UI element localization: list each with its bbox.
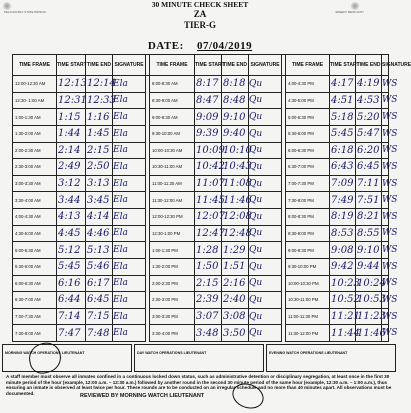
signature-cell[interactable]: WS xyxy=(382,225,389,242)
time-start-cell[interactable]: 10:09 xyxy=(195,142,222,159)
table-row xyxy=(13,308,389,325)
time-start-cell[interactable]: 12:31 xyxy=(57,92,86,109)
time-end-cell[interactable]: 8:18 xyxy=(222,76,249,93)
time-end-cell[interactable]: 10:53 xyxy=(356,292,382,309)
time-end-cell[interactable]: 2:50 xyxy=(86,159,113,176)
signature-cell[interactable]: Ela xyxy=(113,159,146,176)
table-row xyxy=(13,76,389,93)
signature-cell[interactable]: Qu xyxy=(249,142,282,159)
time-end-cell[interactable]: 7:11 xyxy=(356,175,382,192)
time-end-cell[interactable]: 1:45 xyxy=(86,125,113,142)
col-header: TIME FRAME xyxy=(286,55,330,76)
time-frame-cell: 6:00-6:30 PM xyxy=(286,142,330,159)
time-start-cell[interactable]: 7:49 xyxy=(330,192,356,209)
signature-cell[interactable]: WS xyxy=(382,325,389,342)
signature-cell[interactable]: WS xyxy=(382,308,389,325)
time-frame-cell: 4:00-4:30 PM xyxy=(286,76,330,93)
time-end-cell[interactable]: 4:46 xyxy=(86,225,113,242)
table-row xyxy=(13,209,389,226)
signature-cell[interactable]: Ela xyxy=(113,175,146,192)
time-end-cell[interactable]: 6:45 xyxy=(86,292,113,309)
time-end-cell[interactable]: 10:24 xyxy=(356,275,382,292)
time-end-cell[interactable]: 6:17 xyxy=(86,275,113,292)
tier-label: TIER-G xyxy=(183,20,216,30)
time-end-cell[interactable]: 7:51 xyxy=(356,192,382,209)
sheet-title: 30 MINUTE CHECK SHEET xyxy=(151,0,249,9)
time-end-cell[interactable]: 12:14 xyxy=(86,76,113,93)
signature-cell[interactable]: WS xyxy=(382,109,389,126)
time-end-cell[interactable]: 11:46 xyxy=(356,325,382,342)
signature-cell[interactable]: WS xyxy=(382,76,389,93)
time-start-cell[interactable]: 8:53 xyxy=(330,225,356,242)
col-header: TIME FRAME xyxy=(150,55,195,76)
morning-lieutenant-signature-box[interactable] xyxy=(2,344,132,372)
signature-cell[interactable]: Ela xyxy=(113,76,146,93)
time-start-cell[interactable]: 2:14 xyxy=(57,142,86,159)
col-header: SIGNATURE xyxy=(113,55,146,76)
time-start-cell[interactable]: 3:44 xyxy=(57,192,86,209)
signature-cell[interactable]: Ela xyxy=(113,225,146,242)
signature-cell[interactable]: WS xyxy=(382,175,389,192)
time-frame-cell: 5:00-5:30 AM xyxy=(13,242,57,259)
time-start-cell[interactable]: 2:39 xyxy=(195,292,222,309)
time-start-cell[interactable]: 3:07 xyxy=(195,308,222,325)
time-frame-cell: 7:30-8:00 AM xyxy=(13,325,57,342)
signature-cell[interactable]: Qu xyxy=(249,242,282,259)
table-row xyxy=(13,159,389,176)
signature-cell[interactable]: Qu xyxy=(249,225,282,242)
time-start-cell[interactable]: 4:13 xyxy=(57,209,86,226)
time-end-cell[interactable]: 6:20 xyxy=(356,142,382,159)
signature-cell[interactable]: WS xyxy=(382,292,389,309)
col-header: TIME START xyxy=(57,55,86,76)
signature-cell[interactable]: Ela xyxy=(113,125,146,142)
time-start-cell[interactable]: 1:50 xyxy=(195,258,222,275)
time-frame-cell: 3:00-3:30 AM xyxy=(13,175,57,192)
time-end-cell[interactable]: 10:10 xyxy=(222,142,249,159)
signature-cell[interactable]: Ela xyxy=(113,292,146,309)
day-lieutenant-signature-box[interactable] xyxy=(134,344,264,372)
time-start-cell[interactable]: 12:13 xyxy=(57,76,86,93)
table-row xyxy=(13,125,389,142)
time-start-cell[interactable]: 10:23 xyxy=(330,275,356,292)
time-frame-cell: 3:30-4:00 PM xyxy=(150,325,195,342)
time-frame-cell: 1:00-1:30 AM xyxy=(13,109,57,126)
time-end-cell[interactable]: 10:43 xyxy=(222,159,249,176)
date-row xyxy=(0,40,400,52)
signature-cell[interactable]: Qu xyxy=(249,192,282,209)
evening-lieutenant-signature-box[interactable] xyxy=(266,344,396,372)
signature-cell[interactable]: Qu xyxy=(249,292,282,309)
table-header-row xyxy=(13,55,389,76)
time-frame-cell: 10:00-10:30 PM xyxy=(286,275,330,292)
time-frame-cell: 8:00-8:30 AM xyxy=(150,76,195,93)
signature-cell[interactable]: Qu xyxy=(249,175,282,192)
time-frame-cell: 12:00-12:30 PM xyxy=(150,209,195,226)
time-frame-cell: 4:30-5:00 AM xyxy=(13,225,57,242)
signature-cell[interactable]: Qu xyxy=(249,76,282,93)
table-row xyxy=(13,225,389,242)
time-end-cell[interactable]: 8:21 xyxy=(356,209,382,226)
time-start-cell[interactable]: 2:15 xyxy=(195,275,222,292)
time-end-cell[interactable]: 4:53 xyxy=(356,92,382,109)
time-end-cell[interactable]: 2:15 xyxy=(86,142,113,159)
time-start-cell[interactable]: 9:08 xyxy=(330,242,356,259)
time-frame-cell: 7:00-7:30 AM xyxy=(13,308,57,325)
signature-cell[interactable]: WS xyxy=(382,125,389,142)
time-frame-cell: 11:00-11:30 PM xyxy=(286,308,330,325)
signature-cell[interactable]: WS xyxy=(382,242,389,259)
time-frame-cell: 8:30-9:00 PM xyxy=(286,225,330,242)
unit-label: ZA xyxy=(193,9,207,19)
time-start-cell[interactable]: 7:47 xyxy=(57,325,86,342)
time-end-cell[interactable]: 12:33 xyxy=(86,92,113,109)
time-frame-cell: 9:30-10:00 PM xyxy=(286,258,330,275)
time-frame-cell: 11:30-12:00 PM xyxy=(286,325,330,342)
time-end-cell[interactable]: 5:46 xyxy=(86,258,113,275)
signature-cell[interactable]: Ela xyxy=(113,109,146,126)
signature-cell[interactable]: Ela xyxy=(113,242,146,259)
time-start-cell[interactable]: 10:52 xyxy=(330,292,356,309)
time-frame-cell: 5:30-6:00 PM xyxy=(286,125,330,142)
time-frame-cell: 12:30-1:00 PM xyxy=(150,225,195,242)
col-header: SIGNATURE xyxy=(249,55,282,76)
time-frame-cell: 7:30-8:00 PM xyxy=(286,192,330,209)
signature-cell[interactable]: WS xyxy=(382,142,389,159)
time-start-cell[interactable]: 6:43 xyxy=(330,159,356,176)
signature-cell[interactable]: Ela xyxy=(113,275,146,292)
time-end-cell[interactable]: 1:51 xyxy=(222,258,249,275)
time-frame-cell: 12:30- 1:00 AM xyxy=(13,92,57,109)
time-frame-cell: 5:00-5:30 PM xyxy=(286,109,330,126)
time-end-cell[interactable]: 12:08 xyxy=(222,209,249,226)
time-end-cell[interactable]: 8:48 xyxy=(222,92,249,109)
time-start-cell[interactable]: 3:48 xyxy=(195,325,222,342)
time-end-cell[interactable]: 1:16 xyxy=(86,109,113,126)
time-start-cell[interactable]: 11:21 xyxy=(330,308,356,325)
time-frame-cell: 11:30-12:00 AM xyxy=(150,192,195,209)
time-start-cell[interactable]: 11:44 xyxy=(330,325,356,342)
time-start-cell[interactable]: 1:15 xyxy=(57,109,86,126)
signature-cell[interactable]: Ela xyxy=(113,209,146,226)
time-end-cell[interactable]: 5:20 xyxy=(356,109,382,126)
signature-cell[interactable]: Qu xyxy=(249,92,282,109)
signature-cell[interactable]: Ela xyxy=(113,325,146,342)
time-frame-cell: 8:30-9:00 AM xyxy=(150,92,195,109)
time-start-cell[interactable]: 10:42 xyxy=(195,159,222,176)
time-start-cell[interactable]: 5:12 xyxy=(57,242,86,259)
signature-cell[interactable]: Qu xyxy=(249,159,282,176)
time-end-cell[interactable]: 3:08 xyxy=(222,308,249,325)
signature-cell[interactable]: WS xyxy=(382,275,389,292)
time-end-cell[interactable]: 9:10 xyxy=(222,109,249,126)
table-body xyxy=(13,76,398,342)
time-end-cell[interactable]: 5:47 xyxy=(356,125,382,142)
time-end-cell[interactable]: 8:55 xyxy=(356,225,382,242)
time-frame-cell: 2:00-2:30 PM xyxy=(150,275,195,292)
time-start-cell[interactable]: 4:17 xyxy=(330,76,356,93)
table-row xyxy=(13,292,389,309)
time-end-cell[interactable]: 4:14 xyxy=(86,209,113,226)
signature-cell[interactable]: WS xyxy=(382,192,389,209)
time-frame-cell: 11:00-11:30 AM xyxy=(150,175,195,192)
time-start-cell[interactable]: 9:09 xyxy=(195,109,222,126)
time-start-cell[interactable]: 9:42 xyxy=(330,258,356,275)
time-frame-cell: 12:00-12:30 AM xyxy=(13,76,57,93)
time-frame-cell: 1:30-2:00 PM xyxy=(150,258,195,275)
table-row xyxy=(13,258,389,275)
time-end-cell[interactable]: 9:40 xyxy=(222,125,249,142)
time-start-cell[interactable]: 12:47 xyxy=(195,225,222,242)
time-end-cell[interactable]: 9:44 xyxy=(356,258,382,275)
time-frame-cell: 4:30-5:00 PM xyxy=(286,92,330,109)
instructions-text: A staff member must observe all inmates confined in a continuous locked down status, such as administrative detention or disciplinary segregation, at least once in the first 30 minute period of the hour (example, 12:00 a.m. – 12:30 a.m.) followed by another round in the second 30 minute period of the same hour (example, 12:30 a.m. – 1:00 a.m.), thus ensuring an inmate is observed at least twice per hour. These rounds are to be conducted on an irregular schedule and no more than 40 minutes apart. All observations must be documented. xyxy=(6,374,392,396)
time-start-cell[interactable]: 12:07 xyxy=(195,209,222,226)
reviewed-by-label: REVIEWED BY MORNING WATCH LIEUTENANT xyxy=(80,393,205,399)
time-start-cell[interactable]: 6:18 xyxy=(330,142,356,159)
time-frame-cell: 9:00-9:30 PM xyxy=(286,242,330,259)
time-end-cell[interactable]: 6:45 xyxy=(356,159,382,176)
time-start-cell[interactable]: 8:47 xyxy=(195,92,222,109)
time-start-cell[interactable]: 11:45 xyxy=(195,192,222,209)
time-end-cell[interactable]: 2:40 xyxy=(222,292,249,309)
signature-cell[interactable]: Qu xyxy=(249,325,282,342)
time-start-cell[interactable]: 8:17 xyxy=(195,76,222,93)
time-frame-cell: 3:00-3:30 PM xyxy=(150,308,195,325)
date-value: 07/04/2019 xyxy=(197,40,253,52)
table-row xyxy=(13,275,389,292)
time-end-cell[interactable]: 3:13 xyxy=(86,175,113,192)
time-start-cell[interactable]: 3:12 xyxy=(57,175,86,192)
seal-left-text: PELICAN BAY STATE PRISON xyxy=(4,10,46,14)
signature-cell[interactable]: Qu xyxy=(249,308,282,325)
signature-box-label: MORNING WATCH OPERATIONS LIEUTENANT xyxy=(5,351,85,355)
table-row xyxy=(13,109,389,126)
signature-cell[interactable]: Ela xyxy=(113,258,146,275)
time-frame-cell: 1:00-1:30 PM xyxy=(150,242,195,259)
time-end-cell[interactable]: 5:13 xyxy=(86,242,113,259)
time-start-cell[interactable]: 1:44 xyxy=(57,125,86,142)
signature-cell[interactable]: Qu xyxy=(249,209,282,226)
time-frame-cell: 9:30-10:00 AM xyxy=(150,125,195,142)
time-end-cell[interactable]: 11:23 xyxy=(356,308,382,325)
check-table xyxy=(12,54,411,342)
signature-cell[interactable]: Ela xyxy=(113,142,146,159)
time-frame-cell: 10:30-11:00 PM xyxy=(286,292,330,309)
signature-cell[interactable]: Qu xyxy=(249,125,282,142)
time-frame-cell: 6:30-7:00 AM xyxy=(13,292,57,309)
col-header: TIME END xyxy=(356,55,382,76)
col-header: SIGNATURE xyxy=(382,55,389,76)
time-frame-cell: 4:00-4:30 AM xyxy=(13,209,57,226)
signature-cell[interactable]: Qu xyxy=(249,275,282,292)
signature-cell[interactable]: Ela xyxy=(113,192,146,209)
table-row xyxy=(13,92,389,109)
time-start-cell[interactable]: 5:18 xyxy=(330,109,356,126)
time-start-cell[interactable]: 11:07 xyxy=(195,175,222,192)
time-start-cell[interactable]: 5:45 xyxy=(330,125,356,142)
time-start-cell[interactable]: 7:14 xyxy=(57,308,86,325)
time-end-cell[interactable]: 11:08 xyxy=(222,175,249,192)
time-frame-cell: 2:30-3:00 PM xyxy=(150,292,195,309)
time-end-cell[interactable]: 9:10 xyxy=(356,242,382,259)
time-start-cell[interactable]: 1:28 xyxy=(195,242,222,259)
time-frame-cell: 6:30-7:00 PM xyxy=(286,159,330,176)
time-end-cell[interactable]: 7:15 xyxy=(86,308,113,325)
signature-cell[interactable]: WS xyxy=(382,258,389,275)
time-end-cell[interactable]: 3:45 xyxy=(86,192,113,209)
signature-cell[interactable]: WS xyxy=(382,159,389,176)
time-frame-cell: 2:30-3:00 AM xyxy=(13,159,57,176)
date-label: DATE: xyxy=(147,40,184,52)
col-header: TIME FRAME xyxy=(13,55,57,76)
seal-right-text: SPEEDY BEND EXIT xyxy=(335,10,364,14)
time-start-cell[interactable]: 4:51 xyxy=(330,92,356,109)
time-start-cell[interactable]: 6:44 xyxy=(57,292,86,309)
signature-cell[interactable]: WS xyxy=(382,209,389,226)
time-start-cell[interactable]: 6:16 xyxy=(57,275,86,292)
time-frame-cell: 1:30-2:00 AM xyxy=(13,125,57,142)
time-start-cell[interactable]: 5:45 xyxy=(57,258,86,275)
time-end-cell[interactable]: 7:48 xyxy=(86,325,113,342)
time-frame-cell: 10:00-10:30 AM xyxy=(150,142,195,159)
signature-box-label: EVENING WATCH OPERATIONS LIEUTENANT xyxy=(269,351,348,355)
table-row xyxy=(13,175,389,192)
time-start-cell[interactable]: 8:19 xyxy=(330,209,356,226)
time-end-cell[interactable]: 2:16 xyxy=(222,275,249,292)
time-start-cell[interactable]: 4:45 xyxy=(57,225,86,242)
time-frame-cell: 7:00-7:30 PM xyxy=(286,175,330,192)
signature-cell[interactable]: Ela xyxy=(113,308,146,325)
time-start-cell[interactable]: 2:49 xyxy=(57,159,86,176)
signature-cell[interactable]: WS xyxy=(382,92,389,109)
col-header: TIME END xyxy=(86,55,113,76)
time-start-cell[interactable]: 9:39 xyxy=(195,125,222,142)
time-frame-cell: 8:00-8:30 PM xyxy=(286,209,330,226)
time-frame-cell: 2:00-2:30 AM xyxy=(13,142,57,159)
time-frame-cell: 10:30-11:00 AM xyxy=(150,159,195,176)
time-end-cell[interactable]: 4:19 xyxy=(356,76,382,93)
time-end-cell[interactable]: 12:48 xyxy=(222,225,249,242)
table-row xyxy=(13,192,389,209)
signature-scrawl xyxy=(26,340,64,376)
time-frame-cell: 3:30-4:00 AM xyxy=(13,192,57,209)
signature-cell[interactable]: Qu xyxy=(249,258,282,275)
col-header: TIME START xyxy=(195,55,222,76)
signature-cell[interactable]: Qu xyxy=(249,109,282,126)
time-frame-cell: 9:00-9:30 AM xyxy=(150,109,195,126)
time-end-cell[interactable]: 1:29 xyxy=(222,242,249,259)
time-end-cell[interactable]: 11:46 xyxy=(222,192,249,209)
col-header: TIME START xyxy=(330,55,356,76)
time-end-cell[interactable]: 3:50 xyxy=(222,325,249,342)
time-frame-cell: 6:00-6:30 AM xyxy=(13,275,57,292)
time-frame-cell: 5:30-6:00 AM xyxy=(13,258,57,275)
table-row xyxy=(13,142,389,159)
signature-box-label: DAY WATCH OPERATIONS LIEUTENANT xyxy=(137,351,207,355)
signature-cell[interactable]: Ela xyxy=(113,92,146,109)
table-row xyxy=(13,242,389,259)
col-header: TIME END xyxy=(222,55,249,76)
time-start-cell[interactable]: 7:09 xyxy=(330,175,356,192)
table-row xyxy=(13,325,389,342)
